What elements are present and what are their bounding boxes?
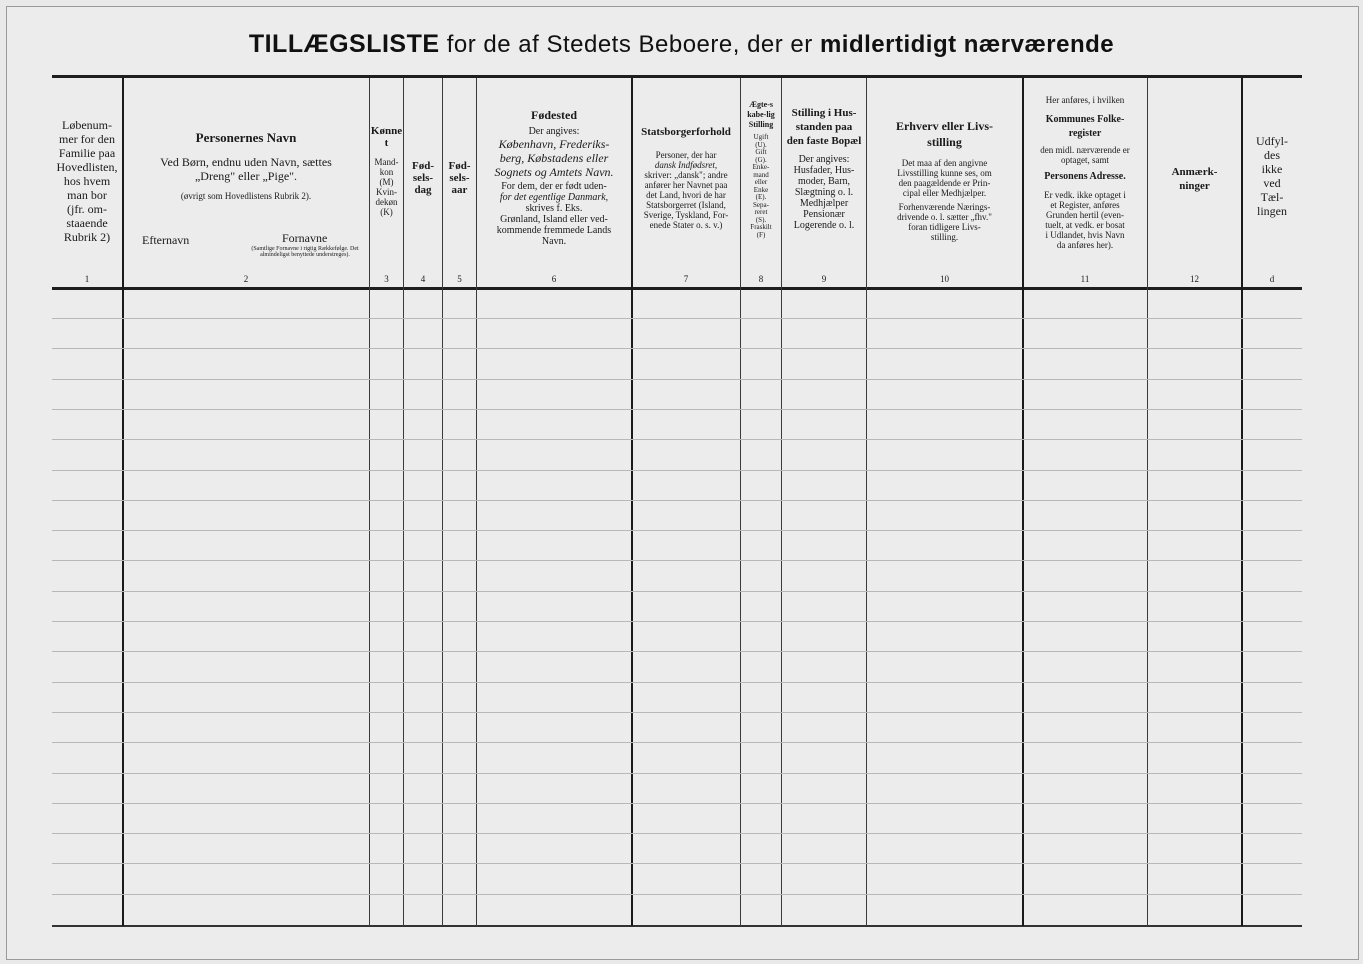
row-line <box>52 651 1302 652</box>
row-line <box>52 894 1302 895</box>
column-number: 5 <box>457 274 462 284</box>
cold-line: Tæl- <box>1260 190 1284 204</box>
row-line <box>52 439 1302 440</box>
col1-line: man bor <box>67 188 107 202</box>
col11-mid: den midl. nærværende er optaget, samt <box>1040 145 1130 165</box>
col11-heading2: Personens Adresse. <box>1044 171 1126 182</box>
col9-line: moder, Barn, <box>797 176 851 187</box>
col10-line: den paagældende er Prin- <box>898 178 991 188</box>
col8-line: (S). <box>755 215 767 224</box>
col2-note: (øvrigt som Hovedlistens Rubrik 2). <box>180 191 312 201</box>
column-12-header <box>1148 165 1241 370</box>
col10-heading: Erhverv eller Livs-stilling <box>895 119 994 149</box>
cold-line: ikke <box>1261 162 1283 176</box>
column-10-header <box>867 118 1022 323</box>
col8-line: eller <box>754 178 768 186</box>
col1-line: Rubrik 2) <box>63 230 111 244</box>
col7-line: Personer, der har <box>655 150 717 160</box>
col6-line: For dem, der er født uden- <box>501 181 607 192</box>
col3-line: dekøn <box>375 197 398 207</box>
table-bottom-rule <box>52 925 1302 927</box>
col6-line: Sognets og Amtets Navn. <box>494 165 614 179</box>
col10-line: Livsstilling kunne ses, om <box>897 168 992 178</box>
col1-line: (jfr. om- <box>67 202 107 216</box>
cold-line: Udfyl- <box>1256 134 1288 148</box>
column-number: 4 <box>420 274 426 284</box>
col8-line: Sepa- <box>753 200 769 209</box>
column-11-header <box>1023 95 1147 300</box>
column-5-header <box>443 160 476 365</box>
title-main: TILLÆGSLISTE <box>248 30 440 58</box>
col3-line: (M) <box>379 177 394 187</box>
col5-heading: Fød-sels-aar <box>448 160 471 196</box>
col6-line: Navn. <box>541 236 567 247</box>
col8-line: Enke- <box>752 163 770 171</box>
column-number: 2 <box>243 274 249 284</box>
col3-line: Kvin- <box>376 187 397 197</box>
header-top-rule <box>52 75 1302 78</box>
col1-line: hos hvem <box>63 174 111 188</box>
column-number: d <box>1269 274 1275 284</box>
row-line <box>52 379 1302 380</box>
col7-line: Sverige, Tyskland, For- <box>643 210 729 220</box>
col9-line: Der angives: <box>798 154 850 165</box>
row-line <box>52 591 1302 592</box>
col8-line: Ugift <box>753 133 769 141</box>
col10-line: drivende o. l. sætter „fhv." <box>897 212 992 222</box>
row-line <box>52 621 1302 622</box>
row-line <box>52 470 1302 471</box>
col9-line: Slægtning o. l. <box>794 187 854 198</box>
col6-line: for det egentlige Danmark, <box>499 192 609 203</box>
row-line <box>52 500 1302 501</box>
col6-line: Grønland, Island eller ved- <box>500 214 608 225</box>
column-7-header <box>632 126 740 331</box>
col8-line: Fraskilt <box>750 223 772 231</box>
column-number: 6 <box>551 274 557 284</box>
col7-line: dansk Indfødsret, <box>654 160 718 170</box>
col4-heading: Fød-sels-dag <box>412 160 434 196</box>
row-line <box>52 833 1302 834</box>
col11-line: tuelt, at vedk. er bosat <box>1045 220 1125 230</box>
col11-line: i Udlandet, hvis Navn <box>1045 230 1125 240</box>
col6-line: Der angives: <box>528 126 580 137</box>
row-line <box>52 712 1302 713</box>
col8-line: reret <box>754 208 768 216</box>
subheading-fornavne: Fornavne <box>282 231 328 245</box>
row-line <box>52 773 1302 774</box>
col7-line: enede Stater o. s. v.) <box>649 220 723 230</box>
col6-heading: Fødested <box>531 108 577 122</box>
column-2-header <box>124 130 368 335</box>
col12-heading: Anmærk-ninger <box>1171 166 1218 192</box>
row-line <box>52 863 1302 864</box>
col7-line: skriver: „dansk"; andre <box>644 170 728 180</box>
col3-line: kon <box>379 167 394 177</box>
col8-line: (U). <box>755 140 767 149</box>
row-line <box>52 742 1302 743</box>
col8-line: (F) <box>756 230 766 239</box>
col9-line: Husfader, Hus- <box>793 165 855 176</box>
col3-line: (K) <box>380 207 393 217</box>
col8-heading: Ægte-skabe-lig Stilling <box>747 100 775 129</box>
col8-line: (G). <box>755 155 767 164</box>
col9-heading: Stilling i Hus-standen paa den faste Bopæl <box>786 107 862 147</box>
col10-line: cipal eller Medhjælper. <box>902 188 987 198</box>
col7-heading: Statsborgerforhold <box>641 126 731 138</box>
col9-line: Logerende o. l. <box>793 220 855 231</box>
fornavne-note: (Samtlige Fornavne i rigtig Rækkefølge. Det almindeligst benyttede understreges). <box>251 246 359 258</box>
col11-line: Grunden hertil (even- <box>1046 210 1124 220</box>
col8-line: mand <box>753 170 769 179</box>
title-middle: for de af Stedets Beboere, der er <box>446 31 813 58</box>
col2-heading: Personernes Navn <box>195 130 297 145</box>
cold-line: des <box>1264 148 1280 162</box>
row-line <box>52 560 1302 561</box>
col6-line: skrives f. Eks. <box>525 203 583 214</box>
col11-line: da anføres her). <box>1056 240 1114 250</box>
row-line <box>52 682 1302 683</box>
col6-line: berg, Købstadens eller <box>499 151 609 165</box>
column-divider <box>476 78 477 926</box>
col10-line: Forhenværende Nærings- <box>898 202 991 212</box>
col3-line: Mand- <box>374 157 399 167</box>
column-number: 10 <box>940 274 949 284</box>
column-number: 8 <box>758 274 764 284</box>
col2-note: Ved Børn, endnu uden Navn, sættes <box>160 155 332 169</box>
col1-line: Hovedlisten, <box>56 160 118 174</box>
title-end: midlertidigt nærværende <box>819 31 1115 58</box>
col9-line: Pensionær <box>803 209 845 220</box>
col7-line: det Land, hvori de har <box>646 190 726 200</box>
column-number: 7 <box>683 274 689 284</box>
col11-heading: Kommunes Folke-register <box>1045 114 1125 139</box>
row-line <box>52 530 1302 531</box>
form-title <box>0 30 1363 59</box>
column-4-header <box>404 160 442 365</box>
row-line <box>52 348 1302 349</box>
col11-pre: Her anføres, i hvilken <box>1045 95 1125 105</box>
col11-line: et Register, anføres <box>1050 200 1120 210</box>
col8-line: Gift <box>755 148 767 156</box>
col10-line: foran tidligere Livs- <box>908 222 981 232</box>
column-number: 12 <box>1190 274 1199 284</box>
subheading-efternavn: Efternavn <box>142 233 190 247</box>
col1-line: Familie paa <box>58 146 116 160</box>
column-1-header <box>52 118 122 323</box>
col10-line: stilling. <box>930 232 959 242</box>
col1-line: staaende <box>66 216 108 230</box>
col9-line: Medhjælper <box>799 198 849 209</box>
column-number: 1 <box>84 274 90 284</box>
col8-line: (E). <box>755 193 767 201</box>
col1-line: Løbenum- <box>62 118 112 132</box>
col1-line: mer for den <box>59 132 115 146</box>
column-d-header <box>1242 134 1302 339</box>
col11-line: Er vedk. ikke optaget i <box>1044 190 1126 200</box>
col3-heading: Kønnet <box>370 125 403 149</box>
col7-line: Statsborgerret (Island, <box>646 200 726 210</box>
col7-line: anfører her Navnet paa <box>644 180 728 190</box>
cold-line: lingen <box>1257 204 1287 218</box>
cold-line: ved <box>1263 176 1281 190</box>
column-number: 11 <box>1080 274 1090 284</box>
column-3-header <box>370 125 403 330</box>
col10-line: Det maa af den angivne <box>901 158 988 168</box>
col6-line: kommende fremmede Lands <box>496 225 612 236</box>
col6-line: København, Frederiks- <box>498 137 610 151</box>
col2-note: „Dreng" eller „Pige". <box>194 169 298 183</box>
col8-line: Enke <box>753 185 769 194</box>
column-number: 9 <box>821 274 827 284</box>
column-number: 3 <box>384 274 389 284</box>
row-line <box>52 409 1302 410</box>
row-line <box>52 803 1302 804</box>
